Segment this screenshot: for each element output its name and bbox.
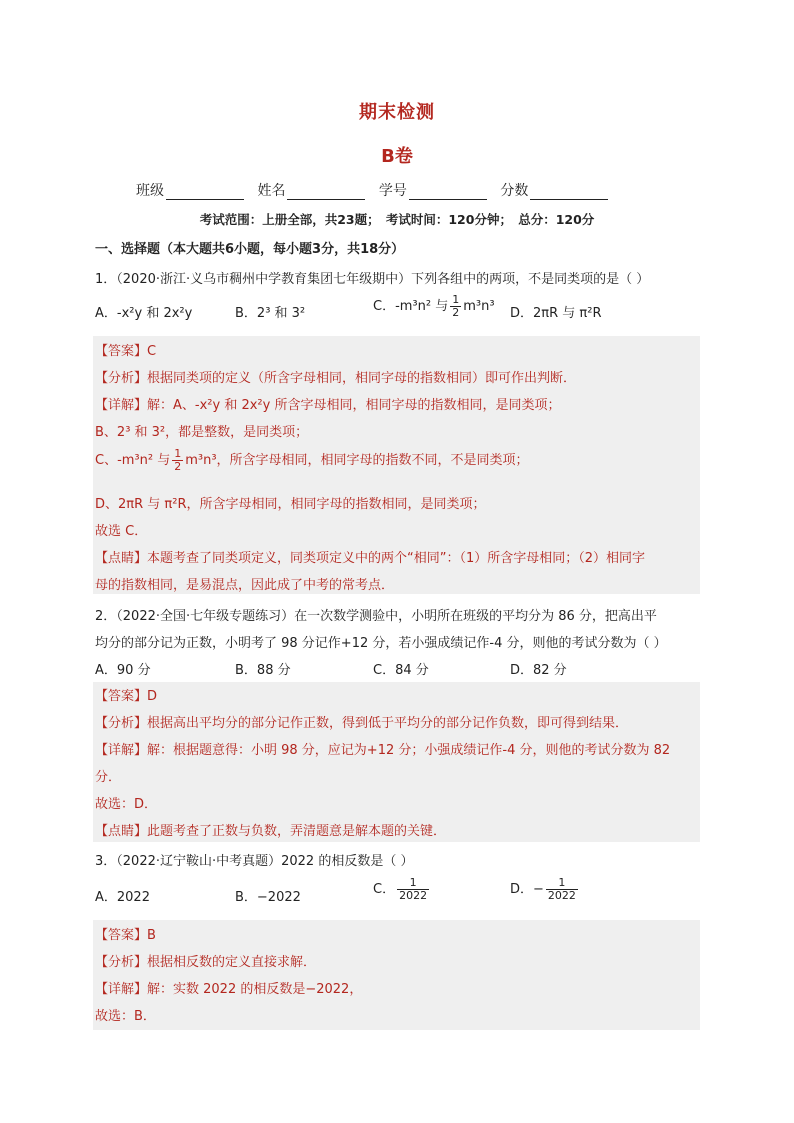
q1-note-1: 【点睛】本题考查了同类项定义，同类项定义中的两个“相同”：（1）所含字母相同；（2）相同字: [95, 551, 646, 566]
q2-option-c: C．84 分: [373, 663, 429, 678]
q3-option-d: D．− $\frac{1}{2022}$: [510, 876, 576, 902]
question-3-stem: 3．（2022·辽宁鞍山·中考真题）2022 的相反数是（ ）: [95, 854, 414, 869]
exam-scope: 考试范围：上册全部，共23题； 考试时间：120分钟； 总分：120分: [199, 212, 595, 227]
name-blank: [287, 185, 365, 200]
id-label: 学号: [378, 183, 407, 199]
q3-option-c-fraction: $\frac{1}{2022}$: [399, 876, 428, 902]
score-label: 分数: [500, 183, 529, 199]
q1-answer: 【答案】C: [95, 344, 157, 359]
q1-option-a: A．-x²y 和 2x²y: [95, 306, 193, 321]
q3-choose: 故选：B．: [95, 1009, 156, 1024]
q1-detail-1: 【详解】解：A、-x²y 和 2x²y 所含字母相同，相同字母的指数相同，是同类项；: [95, 398, 561, 413]
score-blank: [530, 185, 608, 200]
q3-option-c: C． $\frac{1}{2022}$: [373, 876, 428, 902]
q3-answer: 【答案】B: [95, 928, 156, 943]
q1-option-c: C．-m³n² 与 $\frac{1}{2}$ m³n³: [373, 293, 495, 319]
q2-choose: 故选：D．: [95, 797, 158, 812]
q3-analysis: 【分析】根据相反数的定义直接求解．: [95, 955, 317, 970]
q3-option-b: B．−2022: [235, 890, 301, 905]
q1-detail-3: C、-m³n² 与 $\frac{1}{2}$ m³n³，所含字母相同，相同字母的指数不同，不是同类项；: [95, 447, 529, 473]
q2-answer: 【答案】D: [95, 689, 158, 704]
class-label: 班级: [136, 183, 164, 199]
q1-detail-4: D、2πR 与 π²R，所含字母相同，相同字母的指数相同，是同类项；: [95, 497, 486, 512]
id-blank: [409, 185, 487, 200]
q1-choose: 故选 C．: [95, 524, 148, 539]
question-2-stem-1: 2．（2022·全国·七年级专题练习）在一次数学测验中，小明所在班级的平均分为 86 分，把高出平: [95, 609, 657, 624]
q1-answer-box: [93, 336, 700, 594]
q1-option-b: B．2³ 和 3²: [235, 306, 306, 321]
q2-answer-box: [93, 682, 700, 842]
q1-detail-2: B、2³ 和 3²，都是整数，是同类项；: [95, 425, 309, 440]
q1-note-2: 母的指数相同，是易混点，因此成了中考的常考点．: [95, 578, 395, 593]
page-title: 期末检测: [359, 102, 435, 123]
q3-answer-box: [93, 920, 700, 1030]
q2-note: 【点睛】此题考查了正数与负数，弄清题意是解本题的关键．: [95, 824, 447, 839]
q1-analysis: 【分析】根据同类项的定义（所含字母相同，相同字母的指数相同）即可作出判断．: [95, 371, 577, 386]
q1-option-d: D．2πR 与 π²R: [510, 306, 602, 321]
q2-detail-2: 分．: [95, 770, 122, 785]
q2-option-a: A．90 分: [95, 663, 151, 678]
question-1-stem: 1．（2020·浙江·义乌市稠州中学教育集团七年级期中）下列各组中的两项，不是同类项的是（ ）: [95, 272, 650, 287]
q2-option-d: D．82 分: [510, 663, 567, 678]
q3-option-d-fraction: $\frac{1}{2022}$: [547, 876, 576, 902]
q1-option-c-fraction: $\frac{1}{2}$: [452, 293, 460, 319]
q2-analysis: 【分析】根据高出平均分的部分记作正数，得到低于平均分的部分记作负数，即可得到结果．: [95, 716, 629, 731]
section-title: 一、选择题（本大题共6小题，每小题3分，共18分）: [95, 242, 405, 257]
q2-option-b: B．88 分: [235, 663, 291, 678]
question-2-stem-2: 均分的部分记为正数，小明考了 98 分记作+12 分，若小强成绩记作-4 分，则他的考试分数为（ ）: [95, 636, 667, 651]
name-label: 姓名: [257, 183, 286, 199]
q3-option-a: A．2022: [95, 890, 150, 905]
page-subtitle: B卷: [381, 146, 413, 167]
student-info-line: [136, 180, 617, 200]
q2-detail-1: 【详解】解：根据题意得：小明 98 分，应记为+12 分；小强成绩记作-4 分，则他的考试分数为 82: [95, 743, 671, 758]
q1-detail-fraction: $\frac{1}{2}$: [174, 447, 182, 473]
class-blank: [166, 185, 244, 200]
q3-detail: 【详解】解：实数 2022 的相反数是−2022，: [95, 982, 363, 997]
